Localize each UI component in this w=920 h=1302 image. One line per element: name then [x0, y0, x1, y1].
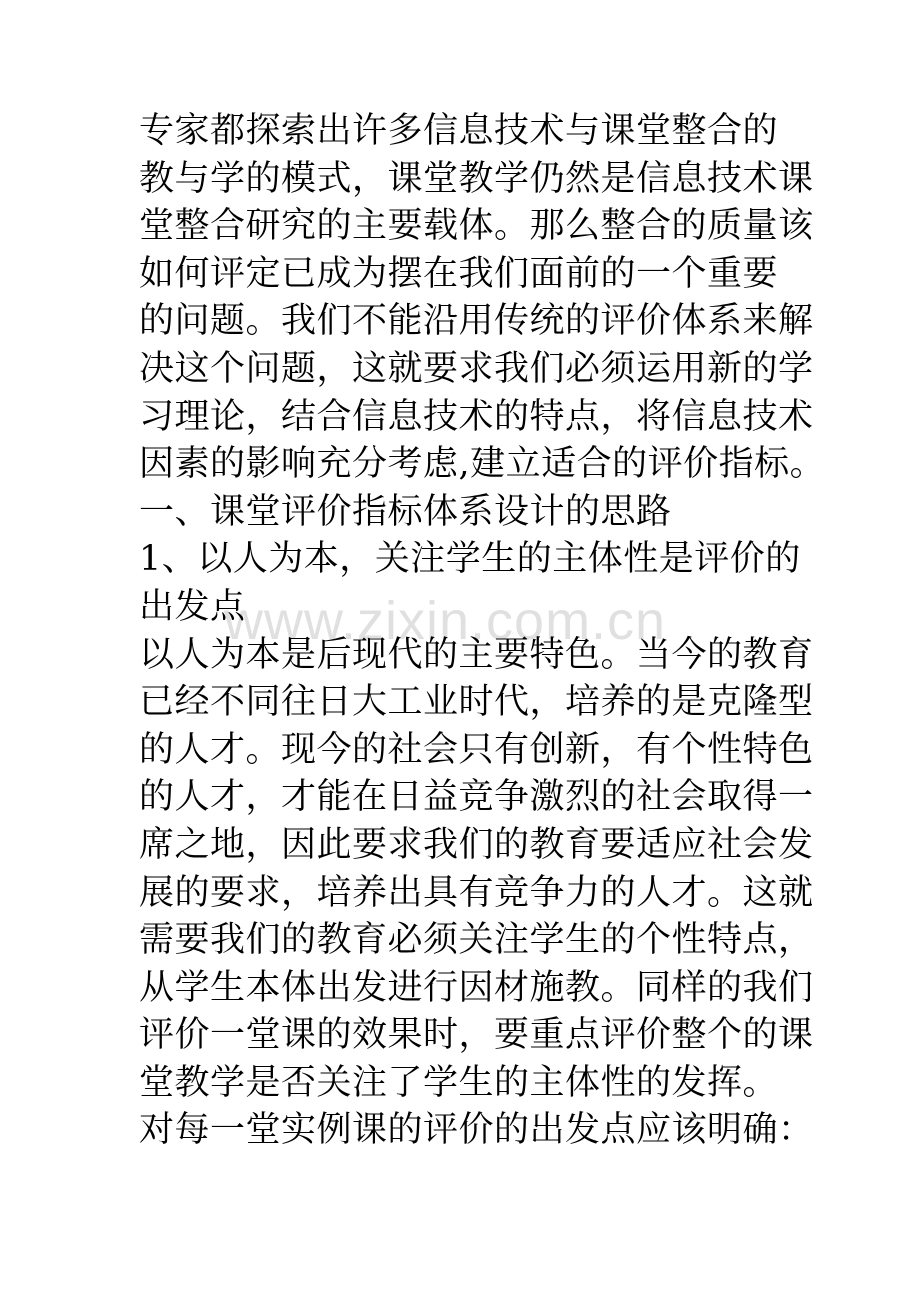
text-line: 堂教学是否关注了学生的主体性的发挥。 — [139, 1062, 779, 1103]
subsection-heading: 1、以人为本，关注学生的主体性是评价的 — [139, 539, 801, 580]
watermark: www.zixin.com.cn — [224, 591, 667, 651]
text-line: 展的要求，培养出具有竞争力的人才。这就 — [139, 872, 814, 913]
text-line: 以人为本是后现代的主要特色。当今的教育 — [139, 634, 814, 675]
text-line: 评价一堂课的效果时，要重点评价整个的课 — [139, 1015, 814, 1056]
text-line: 需要我们的教育必须关注学生的个性特点， — [139, 920, 814, 961]
text-line: 席之地，因此要求我们的教育要适应社会发 — [139, 824, 814, 865]
text-line: 的问题。我们不能沿用传统的评价体系来解 — [139, 301, 814, 342]
text-line: 专家都探索出许多信息技术与课堂整合的 — [139, 111, 779, 151]
text-line: 因素的影响充分考虑,建立适合的评价指标。 — [139, 444, 826, 485]
text-line: 习理论，结合信息技术的特点，将信息技术 — [139, 396, 814, 437]
text-line: 的人才，才能在日益竞争激烈的社会取得一 — [139, 777, 814, 818]
text-line: 已经不同往日大工业时代，培养的是克隆型 — [139, 682, 814, 723]
text-line: 教与学的模式，课堂教学仍然是信息技术课 — [139, 158, 814, 199]
text-line: 对每一堂实例课的评价的出发点应该明确： — [139, 1110, 814, 1151]
text-line: 从学生本体出发进行因材施教。同样的我们 — [139, 967, 814, 1008]
text-line: 的人才。现今的社会只有创新，有个性特色 — [139, 729, 814, 770]
subsection-heading-continued: 出发点 — [139, 586, 246, 627]
text-line: 决这个问题，这就要求我们必须运用新的学 — [139, 348, 814, 389]
section-heading: 一、课堂评价指标体系设计的思路 — [139, 491, 672, 532]
text-line: 如何评定已成为摆在我们面前的一个重要 — [139, 253, 779, 294]
text-line: 堂整合研究的主要载体。那么整合的质量该 — [139, 206, 814, 247]
